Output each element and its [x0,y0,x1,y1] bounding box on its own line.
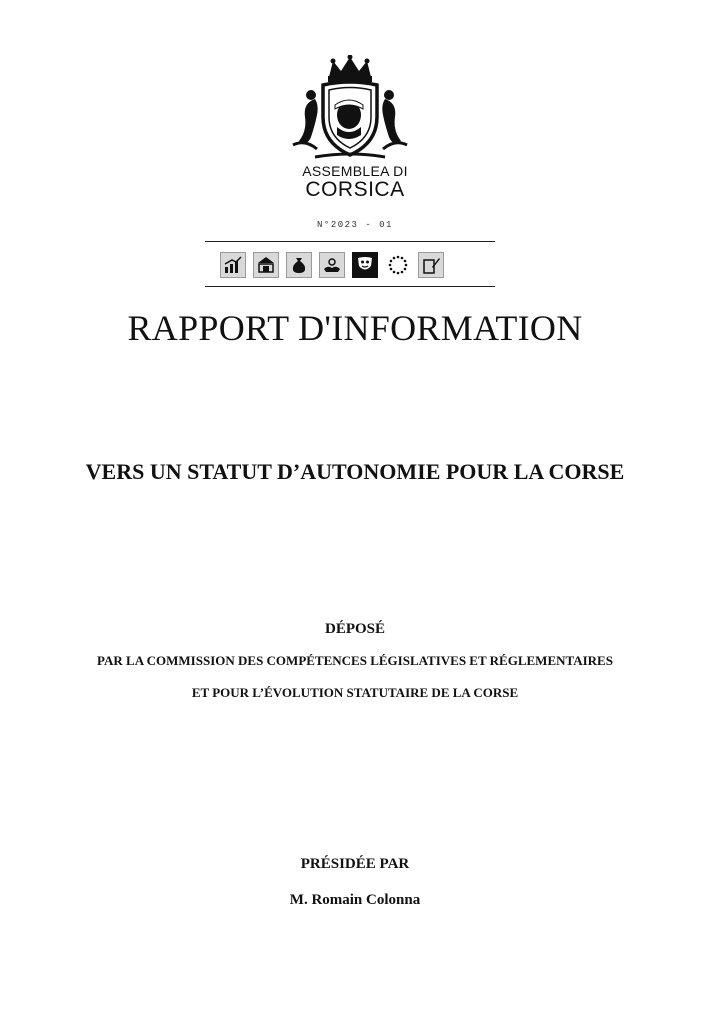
assembly-name-line1: ASSEMBLEA DI [302,163,408,179]
commission-name-line2: ET POUR L’ÉVOLUTION STATUTAIRE DE LA CORSE [191,685,519,700]
commission-name-line1: PAR LA COMMISSION DES COMPÉTENCES LÉGISLATIVES ET RÉGLEMENTAIRES [97,653,613,668]
document-pen-icon [418,252,444,278]
pictogram-row [220,252,485,278]
chair-name: M. Romain Colonna [289,892,421,908]
social-hands-icon [319,252,345,278]
money-bag-icon [286,252,312,278]
heritage-building-icon [253,252,279,278]
divider-top [205,241,495,242]
europe-stars-icon [385,252,411,278]
chair-label: PRÉSIDÉE PAR [300,856,410,872]
economy-chart-icon [220,252,246,278]
divider-bottom [205,286,495,287]
report-title: RAPPORT D'INFORMATION [127,308,583,348]
report-subject: VERS UN STATUT D’AUTONOMIE POUR LA CORSE [85,459,625,484]
assembly-coat-of-arms-icon [285,55,415,165]
culture-mask-icon [352,252,378,278]
assembly-name-line2: CORSICA [305,178,405,201]
document-number: N°2023 - 01 [317,220,393,230]
deposit-label: DÉPOSÉ [324,621,385,637]
